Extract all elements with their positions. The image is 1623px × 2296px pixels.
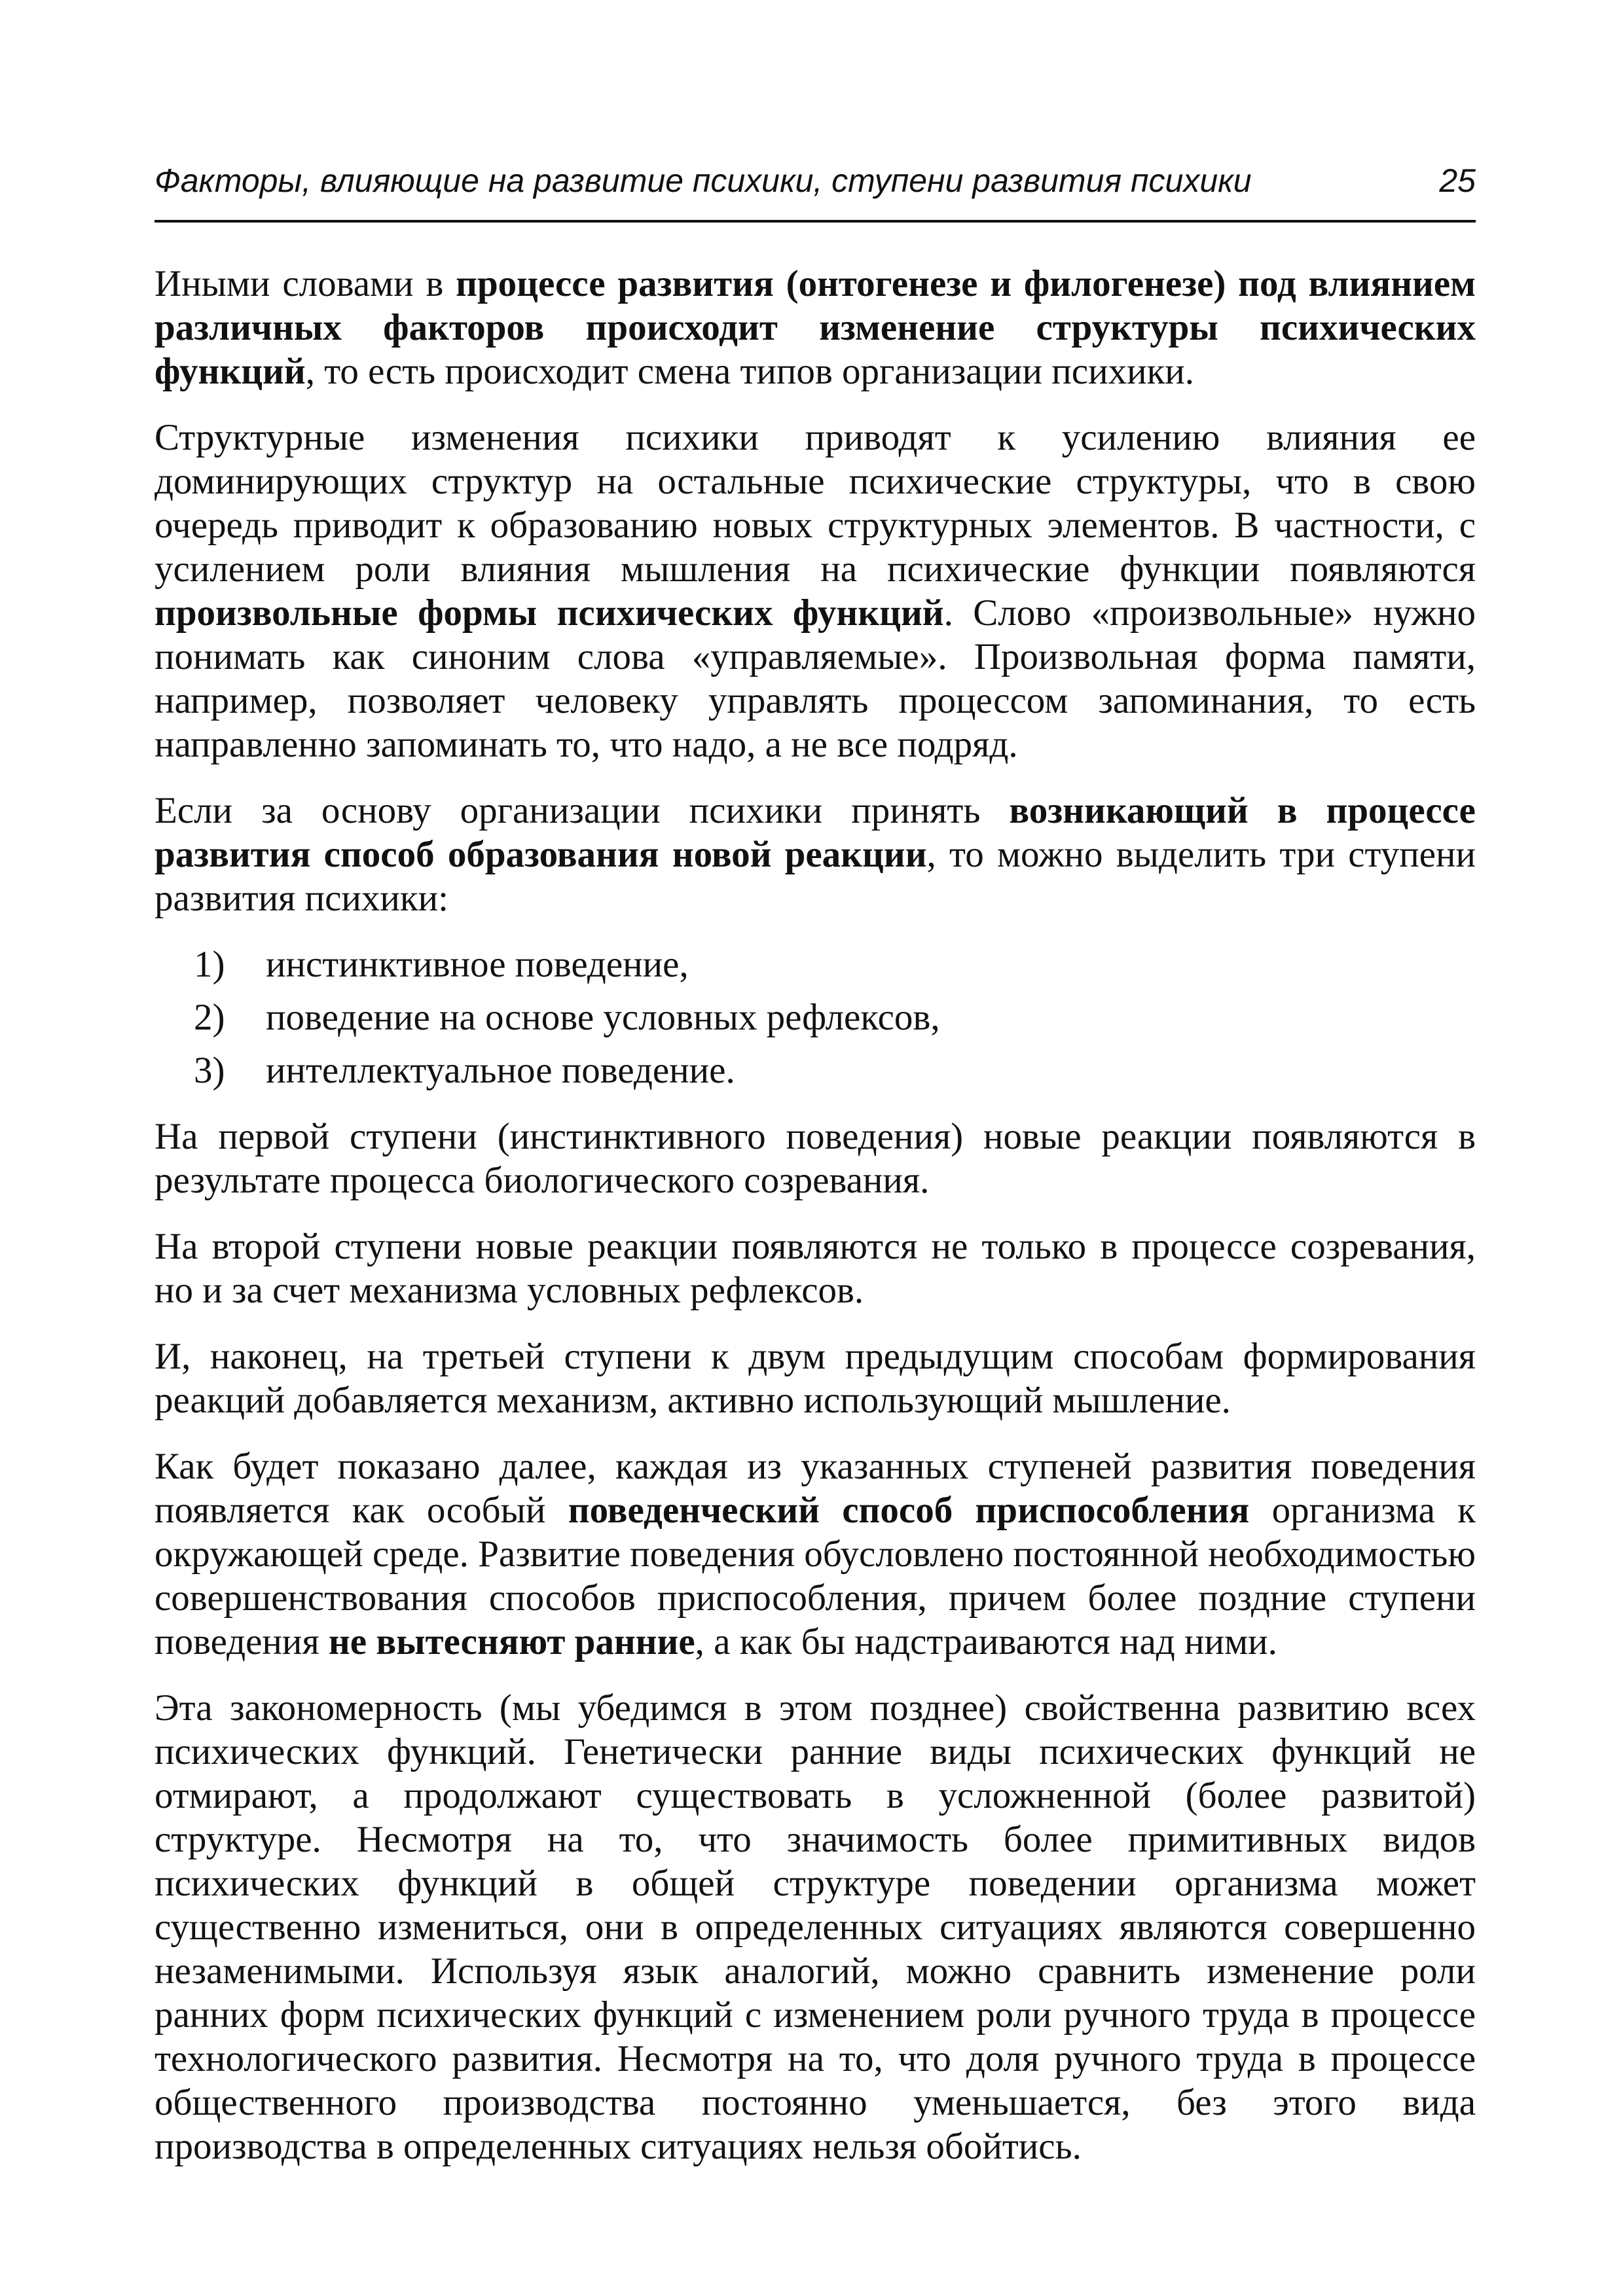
paragraph-3-text-a: Если за основу организации психики принять (155, 790, 1010, 831)
list-item-number: 2) (194, 997, 225, 1038)
paragraph-7-text-c: , а как бы надстраиваются над ними. (695, 1621, 1277, 1662)
paragraph-2-emphasis: произвольные формы психических функций (155, 592, 944, 634)
list-item (155, 996, 1476, 1039)
paragraph-3 (155, 789, 1476, 920)
paragraph-1-text-a: Иными словами в (155, 263, 456, 304)
paragraph-2-text-b: . Слово «произвольные» нужно понимать как синоним слова «управляемые». Произвольная форма памяти, например, позволяет человеку управлять процессом запоминания, то есть направленно запоминать то, что надо, а не все подряд. (155, 592, 1476, 765)
paragraph-7 (155, 1444, 1476, 1664)
paragraph-7-emphasis-2: не вытесняют ранние (328, 1621, 695, 1662)
paragraph-8: Эта закономерность (мы убедимся в этом позднее) свойственна развитию всех психических функций. Генетически ранние виды психических функций не отмирают, а продолжают существовать в усложненной (более развитой) структуре. Несмотря на то, что значимость более примитивных видов психических функций в общей структуре поведении организма может существенно измениться, они в определенных ситуациях являются совершенно незаменимыми. Используя язык аналогий, можно сравнить изменение роли ранних форм психических функций с изменением роли ручного труда в процессе технологического развития. Несмотря на то, что доля ручного труда в процессе общественного производства постоянно уменьшается, без этого вида производства в определенных ситуациях нельзя обойтись. (155, 1687, 1476, 2167)
paragraph-3-text-b: , то можно выделить три ступени развития психики: (155, 834, 1476, 919)
paragraph-7-emphasis-1: поведенческий способ приспособления (568, 1490, 1250, 1531)
paragraph-2-text-a: Структурные изменения психики приводят к усилению влияния ее доминирующих структур на остальные психические структуры, что в свою очередь приводит к образованию новых структурных элементов. В частности, с усилением роли влияния мышления на психические функции появляются (155, 417, 1476, 590)
running-title: Факторы, влияющие на развитие психики, ступени развития психики (155, 162, 1252, 199)
list-item (155, 1049, 1476, 1092)
paragraph-5: На второй ступени новые реакции появляются не только в процессе созревания, но и за счет механизма условных рефлексов. (155, 1226, 1476, 1311)
paragraph-3-emphasis: возникающий в процессе развития способ образования новой реакции (155, 790, 1476, 875)
list-item-text: поведение на основе условных рефлексов, (266, 997, 940, 1038)
paragraph-4: На первой ступени (инстинктивного поведения) новые реакции появляются в результате процесса биологического созревания. (155, 1116, 1476, 1201)
page-body (155, 262, 1476, 2191)
paragraph-1-text-b: , то есть происходит смена типов организации психики. (305, 351, 1195, 392)
list-item-text: инстинктивное поведение, (266, 944, 689, 985)
paragraph-6: И, наконец, на третьей ступени к двум предыдущим способам формирования реакций добавляется механизм, активно использующий мышление. (155, 1336, 1476, 1421)
paragraph-2 (155, 416, 1476, 766)
paragraph-7-text-b: организма к окружающей среде. Развитие поведения обусловлено постоянной необходимостью совершенствования способов приспособления, причем более поздние ступени поведения (155, 1490, 1476, 1662)
paragraph-1-emphasis: процессе развития (онтогенезе и филогенезе) под влиянием различных факторов происходит изменение структуры психических функций (155, 263, 1476, 392)
paragraph-7-text-a: Как будет показано далее, каждая из указанных ступеней развития поведения появляется как особый (155, 1446, 1476, 1531)
stages-list (155, 942, 1476, 1092)
running-header (155, 144, 1476, 223)
paragraph-1 (155, 262, 1476, 393)
list-item-number: 3) (194, 1050, 225, 1091)
list-item-number: 1) (194, 944, 225, 985)
list-item (155, 942, 1476, 986)
page-number: 25 (1439, 162, 1476, 199)
list-item-text: интеллектуальное поведение. (266, 1050, 735, 1091)
